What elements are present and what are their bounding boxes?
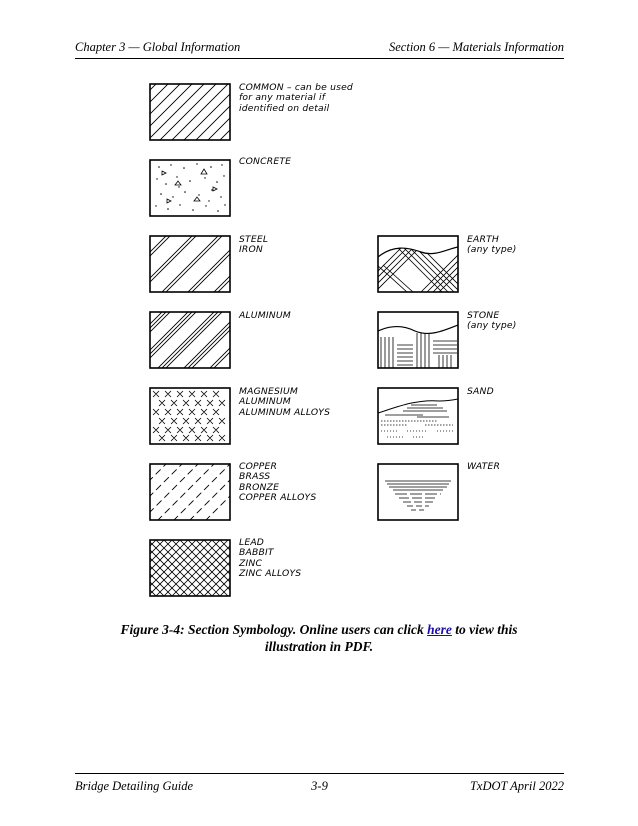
page-header: [75, 38, 564, 59]
aluminum-symbol: [149, 311, 231, 369]
sand-label: SAND: [467, 386, 494, 397]
common-hatch-symbol: [149, 83, 231, 141]
page-footer: [75, 773, 564, 800]
header-section: Section 6 — Materials Information: [389, 40, 564, 54]
figure-caption: [90, 621, 548, 655]
steel-label: STEEL IRON: [239, 234, 269, 256]
concrete-symbol: [149, 159, 231, 217]
footer-date: TxDOT April 2022: [469, 779, 564, 793]
footer-page-number: 3-9: [311, 779, 328, 793]
sand-symbol: [377, 387, 459, 445]
stone-label: STONE (any type): [467, 310, 517, 332]
lead-label: LEAD BABBIT ZINC ZINC ALLOYS: [239, 537, 302, 580]
steel-iron-symbol: [149, 235, 231, 293]
footer-guide-title: Bridge Detailing Guide: [75, 779, 194, 793]
caption-text-before: Figure 3-4: Section Symbology. Online users can click: [120, 622, 428, 637]
concrete-label: CONCRETE: [239, 156, 292, 167]
lead-symbol: [149, 539, 231, 597]
common-label: COMMON – can be used for any material if identified on detail: [239, 82, 353, 114]
magnesium-symbol: [149, 387, 231, 445]
caption-here-link[interactable]: here: [427, 622, 452, 637]
aluminum-label: ALUMINUM: [239, 310, 291, 321]
copper-symbol: [149, 463, 231, 521]
header-chapter: Chapter 3 — Global Information: [75, 40, 241, 54]
earth-label: EARTH (any type): [467, 234, 517, 256]
earth-symbol: [377, 235, 459, 293]
stone-symbol: [377, 311, 459, 369]
caption-text-after: to view this illustration in PDF.: [264, 622, 518, 654]
magnesium-label: MAGNESIUM ALUMINUM ALUMINUM ALLOYS: [239, 386, 331, 418]
water-label: WATER: [467, 461, 501, 472]
copper-label: COPPER BRASS BRONZE COPPER ALLOYS: [239, 461, 317, 504]
water-symbol: [377, 463, 459, 521]
